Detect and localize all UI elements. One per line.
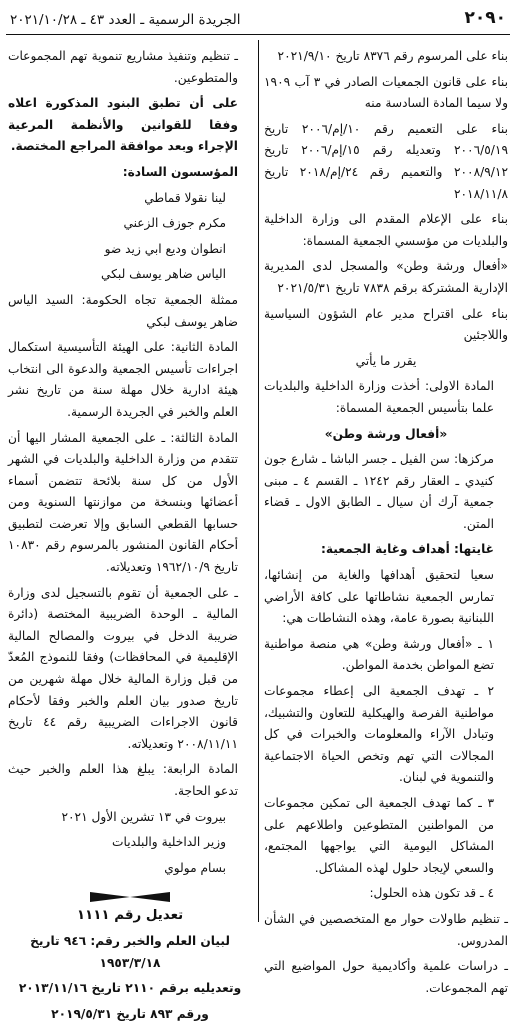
association-name: «أفعال ورشة وطن» <box>324 426 448 441</box>
founder-name: الياس ضاهر يوسف لبكي <box>101 267 226 282</box>
gazette-title: الجريدة الرسمية ـ العدد ٤٣ ـ ٢٠٢١/١٠/٢٨ <box>10 12 241 28</box>
decision-heading: يقرر ما يأتي <box>355 353 417 368</box>
column-divider <box>258 40 259 922</box>
page-number: ٢٠٩٠ <box>464 8 506 28</box>
goal-4-item: ـ تنظيم وتنفيذ مشاريع تنموية تهم المجموعات والمتطوعين. <box>8 49 238 85</box>
paragraph: بناء على قانون الجمعيات الصادر في ٣ آب ١٩٠٩ ولا سيما المادة السادسة منه <box>264 74 508 111</box>
founder-name: مكرم جوزف الزعني <box>123 216 226 231</box>
founders-label: المؤسسون السادة: <box>122 164 238 179</box>
goal-2: ٢ ـ تهدف الجمعية الى إعطاء مجموعات مواطنية الفرصة والهيكلية للتعاون والتشبيك، وتبادل الآراء والمعلومات والخبرات في كل المجالات التي تهم وتخص الحياة الاجتماعية والتنموية في لبنان. <box>264 684 494 785</box>
paragraph: بناء على التعميم رقم ١٠/إم/٢٠٠٦ تاريخ ٢٠٠٦/٥/١٩ وتعديله رقم ١٥/إم/٢٠٠٦ تاريخ ٢٠٠٨/٩/١٢ والتعميم رقم ٢٤/إم/٢٠١٨ تاريخ ٢٠١٨/١١/٨ <box>264 121 508 201</box>
amendment-title: تعديل رقم ١١١١ <box>76 908 184 924</box>
left-column <box>8 46 252 1021</box>
page-header <box>6 6 510 35</box>
signature-minister: وزير الداخلية والبلديات <box>112 835 226 850</box>
goal-4: ٤ ـ قد تكون هذه الحلول: <box>369 886 494 901</box>
goal-1: ١ ـ «أفعال ورشة وطن» هي منصة مواطنية تضع المواطن بخدمة المواطن. <box>264 636 494 673</box>
right-column <box>264 46 508 995</box>
section-divider-ornament <box>8 885 252 899</box>
compliance-note: على أن تطبق البنود المذكورة اعلاه وفقا للقوانين والأنظمة المرعية الإجراء وبعد موافقة المراجع المختصة. <box>8 96 238 154</box>
government-representative: ممثلة الجمعية تجاه الحكومة: السيد الياس ضاهر يوسف لبكي <box>8 292 238 329</box>
goal-3: ٣ ـ كما تهدف الجمعية الى تمكين مجموعات من المواطنين المتطوعين واطلاعهم على المشاكل اليومية التي يواجهها المجتمع، والسعي لإيجاد حلول لهذه المشاكل. <box>264 796 494 875</box>
goal-4-item: ـ دراسات علمية وأكاديمية حول المواضيع التي تهم المجموعات. <box>264 959 508 995</box>
article-2: المادة الثانية: على الهيئة التأسيسية استكمال اجراءات تأسيس الجمعية والدعوة الى انتخاب هيئة ادارية خلال مهلة سنة من تاريخ نشر العلم والخبر في الجريدة الرسمية. <box>8 340 238 419</box>
founder-name: انطوان وديع ابي زيد ضو <box>104 241 226 256</box>
amendment-line: لبيان العلم والخبر رقم: ٩٤٦ تاريخ ١٩٥٣/٣/١٨ <box>30 933 230 970</box>
paragraph: بناء على اقتراح مدير عام الشؤون السياسية واللاجئين <box>264 306 508 343</box>
paragraph: سعيا لتحقيق أهدافها والغاية من إنشائها، تمارس الجمعية نشاطاتها على كافة الأراضي اللبنانية بصورة عامة، وهذه النشاطات هي: <box>264 568 494 626</box>
amendment-line: وتعديليه برقم ٢١١٠ تاريخ ٢٠١٣/١١/١٦ <box>18 981 242 996</box>
signature-name: بسام مولوي <box>164 860 226 875</box>
article-3: المادة الثالثة: ـ على الجمعية المشار اليها أن تتقدم من وزارة الداخلية والبلديات في الشهر الأول من كل سنة بلائحة تتضمن أسماء أعضائها وبنسخة من موازنتها السنوية ومن حسابها القطعي السابق وإلا تعرضت لتطبيق أحكام القانون المنشور بالمرسوم رقم ١٠٨٣٠ تاريخ ١٩٦٢/١٠/٩ وتعديلاته. <box>8 430 238 575</box>
paragraph: «أفعال ورشة وطن» والمسجل لدى المديرية الإدارية المشتركة برقم ٧٨٣٨ تاريخ ٢٠٢١/٥/٣١ <box>264 259 508 295</box>
paragraph: بناء على المرسوم رقم ٨٣٧٦ تاريخ ٢٠٢١/٩/١٠ <box>277 49 508 63</box>
purpose-label: غايتها: أهداف وغاية الجمعية: <box>321 542 494 557</box>
founder-name: لينا نقولا قماطي <box>144 190 226 205</box>
article-3-tax: ـ على الجمعية أن تقوم بالتسجيل لدى وزارة المالية ـ الوحدة الضريبية المختصة (دائرة ضريبة الدخل في بيروت والمصالح المالية الإقليمية في المحافظات) وفقا للنموذج المُعدّ من قبل وزارة المالية خلال مهلة شهرين من تاريخ صدور بيان العلم والخبر وفقا لأحكام قانون الاجراءات الضريبية رقم ٤٤ تاريخ ٢٠٠٨/١١/١١ وتعديلاته. <box>8 585 239 751</box>
headquarters: مركزها: سن الفيل ـ جسر الباشا ـ شارع جون كنيدي ـ العقار رقم ١٢٤٢ ـ القسم ٤ ـ مبنى جمعية آرك أن سيال ـ الطابق الاول ـ قضاء المتن. <box>264 452 494 531</box>
paragraph: بناء على الإعلام المقدم الى وزارة الداخلية والبلديات من مؤسسي الجمعية المسماة: <box>264 212 508 248</box>
article-1: المادة الاولى: أخذت وزارة الداخلية والبلديات علما بتأسيس الجمعية المسماة: <box>264 379 494 415</box>
signature-date: بيروت في ١٣ تشرين الأول ٢٠٢١ <box>61 809 226 824</box>
goal-4-item: ـ تنظيم طاولات حوار مع المتخصصين في الشأن المدروس. <box>264 911 508 948</box>
amendment-line: ورقم ٨٩٣ تاريخ ٢٠١٩/٥/٣١ <box>51 1006 209 1021</box>
article-4: المادة الرابعة: يبلغ هذا العلم والخبر حيث تدعو الحاجة. <box>8 762 238 798</box>
